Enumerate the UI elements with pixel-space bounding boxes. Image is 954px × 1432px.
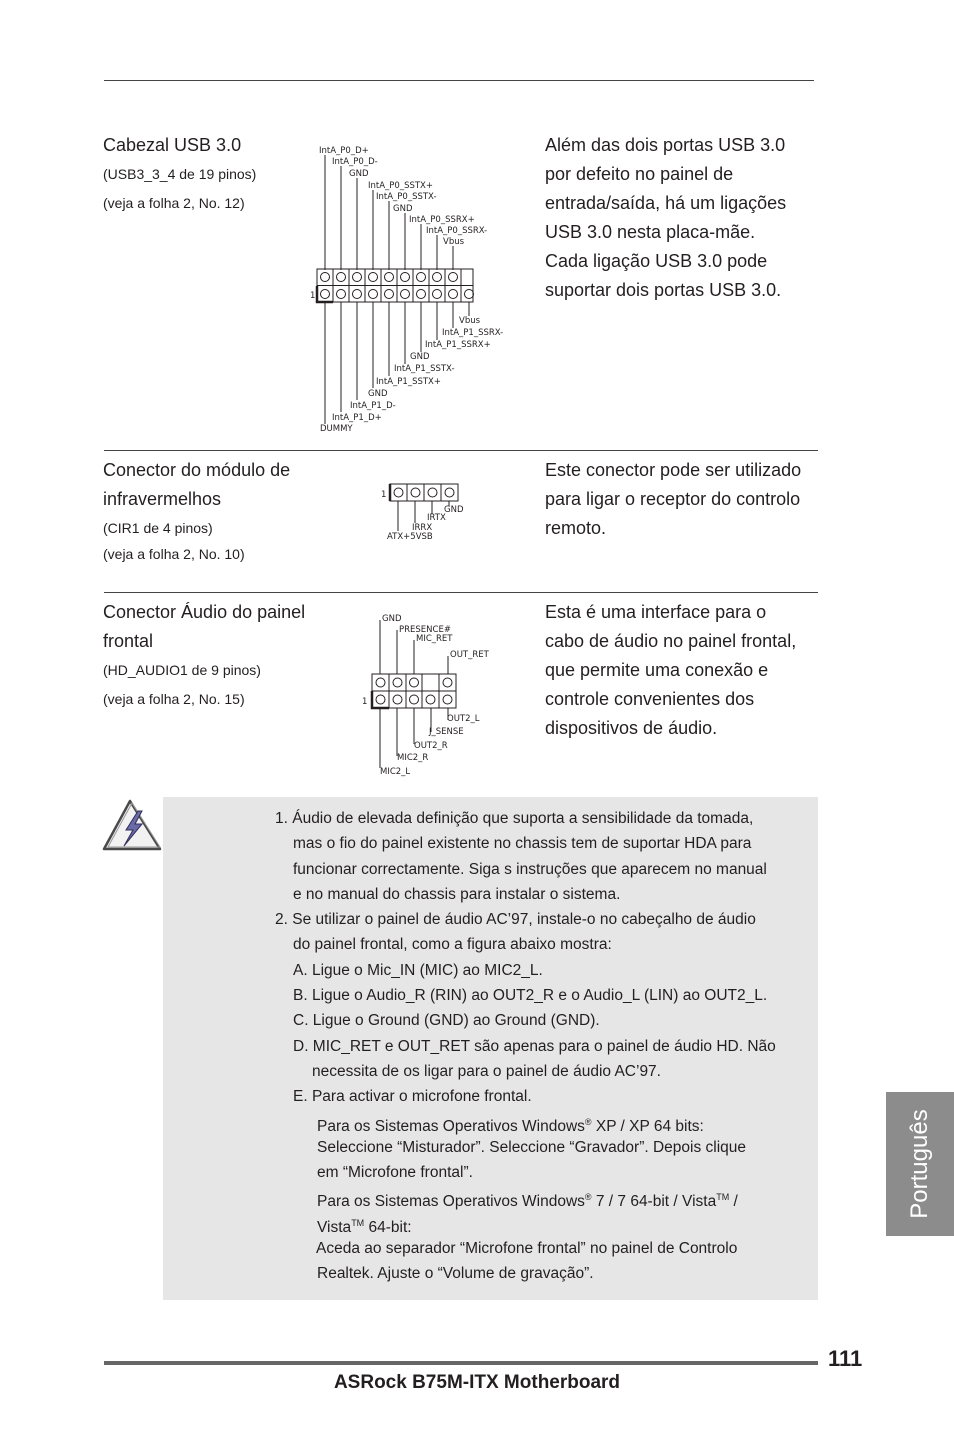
pin-label: IntA_P0_D+	[319, 146, 369, 156]
pin-one-marker: 1	[362, 697, 368, 707]
note-line	[275, 1110, 817, 1135]
description-line: que permite uma conexão e	[545, 660, 769, 680]
pin-label: IntA_P0_D-	[332, 157, 378, 167]
usb3-description	[545, 131, 786, 305]
pin-label: J_SENSE	[429, 727, 464, 737]
pin-label: IntA_P1_SSTX-	[394, 364, 455, 374]
note-text: Para os Sistemas Operativos Windows	[317, 1193, 585, 1211]
note-text: XP / XP 64 bits:	[591, 1117, 704, 1135]
section-divider	[104, 592, 818, 593]
pin-label: IntA_P0_SSRX+	[409, 215, 475, 225]
description-line: por defeito no painel de	[545, 164, 734, 184]
pin-label: IntA_P0_SSRX-	[426, 226, 488, 236]
pin-label: IntA_P0_SSTX+	[368, 181, 434, 191]
note-line: C. Ligue o Ground (GND) ao Ground (GND).	[293, 1012, 600, 1030]
note-line: A. Ligue o Mic_IN (MIC) ao MIC2_L.	[293, 961, 543, 979]
audio-header-title	[103, 598, 305, 656]
note-text: Seleccione “Misturador”. Seleccione “Gravador”. Depois clique	[317, 1138, 747, 1156]
footer-rule	[104, 1361, 818, 1365]
description-line: dispositivos de áudio.	[545, 718, 718, 738]
notes-text	[275, 806, 817, 1287]
pin-label: Vbus	[459, 316, 481, 326]
title-line: frontal	[103, 631, 154, 651]
usb3-pin-diagram	[300, 140, 520, 440]
audio-pin-diagram	[355, 605, 505, 780]
pin-label: IntA_P1_SSTX+	[376, 377, 442, 387]
description-line: entrada/saída, há um ligações	[545, 193, 787, 213]
audio-header-pins: (HD_AUDIO1 de 9 pinos)	[103, 662, 261, 678]
note-text: /	[729, 1193, 738, 1211]
description-line: Este conector pode ser utilizado	[545, 460, 802, 480]
note-line: e no manual do chassis para instalar o sistema.	[293, 885, 621, 903]
title-line: Conector Áudio do painel	[103, 602, 306, 622]
audio-description	[545, 598, 796, 743]
cir-description	[545, 456, 801, 543]
note-line: necessita de os ligar para o painel de áudio AC’97.	[312, 1062, 661, 1080]
pin-label: MIC_RET	[416, 634, 453, 644]
pin-one-marker: 1	[381, 490, 387, 500]
pin-label: IntA_P1_SSRX+	[425, 340, 491, 350]
description-line: Cada ligação USB 3.0 pode	[545, 251, 768, 271]
note-line: em “Microfone frontal”.	[317, 1164, 473, 1182]
trademark-mark: TM	[351, 1217, 365, 1228]
note-line: 2. Se utilizar o painel de áudio AC’97, instale-o no cabeçalho de áudio	[275, 911, 756, 929]
page-number: 111	[828, 1346, 863, 1371]
note-line: do painel frontal, como a figura abaixo mostra:	[293, 936, 612, 954]
pin-label: Vbus	[443, 237, 465, 247]
pin-label: IRTX	[427, 513, 446, 523]
note-line: funcionar correctamente. Siga s instruções que aparecem no manual	[293, 860, 767, 878]
note-line: Realtek. Ajuste o “Volume de gravação”.	[317, 1265, 594, 1283]
pin-label: IntA_P1_D+	[332, 413, 382, 423]
pin-label: MIC2_R	[397, 753, 429, 763]
pin-one-marker: 1	[310, 291, 316, 301]
pin-label: IRRX	[412, 523, 433, 533]
note-text: Para os Sistemas Operativos Windows	[317, 1117, 585, 1135]
cir-header-ref: (veja a folha 2, No. 10)	[103, 546, 245, 562]
note-text: 7 / 7 64-bit / Vista	[591, 1193, 717, 1211]
trademark-mark: TM	[716, 1192, 730, 1203]
cir-header-title	[103, 456, 290, 514]
language-tab-label: Português	[906, 1109, 933, 1219]
note-line	[317, 1135, 817, 1160]
description-line: Além das dois portas USB 3.0	[545, 135, 786, 155]
pin-label: GND	[382, 614, 402, 624]
top-divider	[104, 80, 814, 81]
usb3-header-title: Cabezal USB 3.0	[103, 135, 242, 155]
note-line: 1. Áudio de elevada definição que suporta a sensibilidade da tomada,	[275, 810, 754, 827]
cir-header-pins: (CIR1 de 4 pinos)	[103, 520, 213, 536]
pin-label: OUT2_R	[414, 741, 448, 751]
pin-label: PRESENCE#	[399, 625, 451, 635]
pin-label: OUT_RET	[450, 650, 489, 660]
audio-header-ref: (veja a folha 2, No. 15)	[103, 691, 245, 707]
description-line: USB 3.0 nesta placa-mãe.	[545, 222, 756, 242]
section-divider	[104, 450, 818, 451]
description-line: remoto.	[545, 518, 607, 538]
description-line: cabo de áudio no painel frontal,	[545, 631, 797, 651]
pin-label: OUT2_L	[447, 714, 480, 724]
cir-pin-diagram	[375, 478, 475, 544]
note-line: Aceda ao separador “Microfone frontal” no painel de Controlo	[316, 1240, 738, 1258]
description-line: para ligar o receptor do controlo	[545, 489, 801, 509]
pin-label: IntA_P1_SSRX-	[442, 328, 504, 338]
usb3-header-pins: (USB3_3_4 de 19 pinos)	[103, 166, 257, 182]
pin-label: IntA_P1_D-	[350, 401, 396, 411]
description-line: suportar dois portas USB 3.0.	[545, 280, 782, 300]
footer-title: ASRock B75M-ITX Motherboard	[333, 1372, 621, 1393]
pin-label: GND	[349, 169, 369, 179]
note-line	[275, 1185, 817, 1210]
usb3-header-ref: (veja a folha 2, No. 12)	[103, 195, 245, 211]
description-line: Esta é uma interface para o	[545, 602, 767, 622]
language-tab	[886, 1092, 954, 1236]
note-line: mas o fio do painel existente no chassis tem de suportar HDA para	[293, 835, 752, 853]
registered-mark: ®	[584, 1116, 592, 1127]
title-line: Conector do módulo de	[103, 460, 291, 480]
note-text: Vista	[317, 1218, 352, 1236]
pin-label: IntA_P0_SSTX-	[376, 192, 437, 202]
registered-mark: ®	[584, 1192, 592, 1203]
description-line: controle convenientes dos	[545, 689, 755, 709]
title-line: infravermelhos	[103, 489, 222, 509]
pin-label: GND	[368, 389, 388, 399]
pin-label: DUMMY	[320, 424, 353, 434]
note-text: 64-bit:	[364, 1218, 412, 1236]
pin-label: GND	[444, 505, 464, 515]
note-line: E. Para activar o microfone frontal.	[293, 1088, 532, 1106]
note-line	[275, 1211, 817, 1236]
note-line: B. Ligue o Audio_R (RIN) ao OUT2_R e o Audio_L (LIN) ao OUT2_L.	[293, 987, 768, 1005]
pin-label: GND	[393, 204, 413, 214]
pin-label: ATX+5VSB	[387, 532, 433, 542]
pin-label: GND	[410, 352, 430, 362]
warning-lightning-icon	[100, 797, 166, 853]
note-line: D. MIC_RET e OUT_RET são apenas para o painel de áudio HD. Não	[293, 1037, 776, 1055]
pin-label: MIC2_L	[380, 767, 411, 777]
